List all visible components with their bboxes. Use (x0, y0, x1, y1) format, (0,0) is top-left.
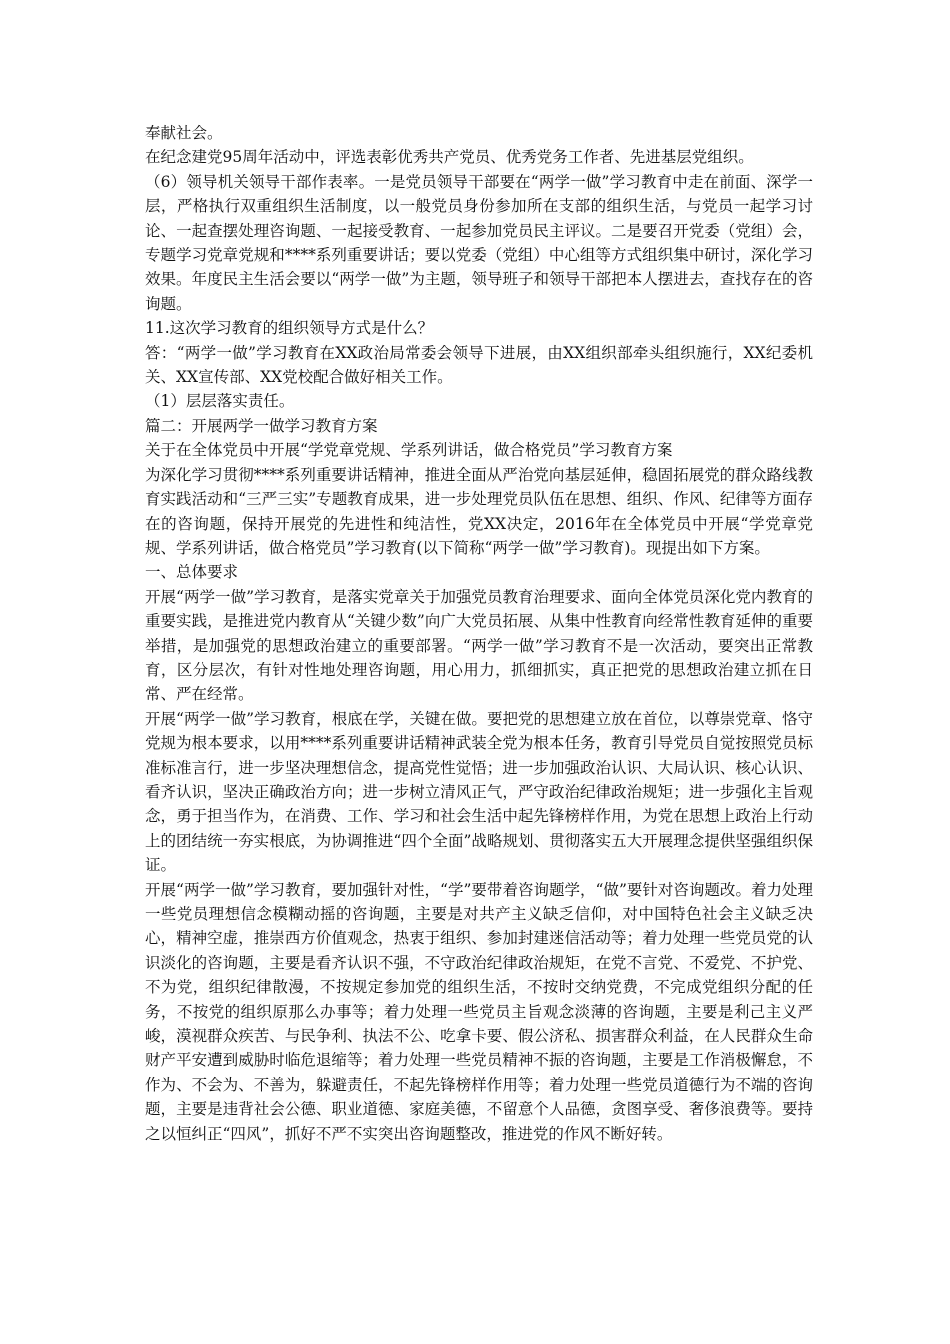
heading-general-requirements: 一、总体要求 (145, 563, 239, 582)
question-heading: 11.这次学习教育的组织领导方式是什么？ (145, 319, 434, 338)
answer-paragraph: 答：“两学一做”学习教育在XX政治局常委会领导下进展，由XX组织部牵头组织施行，XX纪委机关、XX宣传部、XX党校配合做好相关工作。 (145, 343, 813, 387)
list-item-responsibility: （1）层层落实责任。 (145, 392, 295, 411)
document-body (145, 121, 813, 1146)
paragraph-anniversary: 在纪念建党95周年活动中，评选表彰优秀共产党员、优秀党务工作者、先进基层党组织。 (145, 148, 754, 167)
document-title: 关于在全体党员中开展“学党章党规、学系列讲话，做合格党员”学习教育方案 (145, 441, 673, 460)
section-title: 篇二：开展两学一做学习教育方案 (145, 416, 378, 435)
paragraph-requirements-2: 开展“两学一做”学习教育，根底在学，关键在做。要把党的思想建立放在首位，以尊崇党章、恪守党规为根本要求，以用****系列重要讲话精神武装全党为根本任务，教育引导党员自觉按照党员标准标准言行，进一步坚决理想信念，提高党性觉悟；进一步加强政治认识、大局认识、核心认识、看齐认识，坚决正确政治方向；进一步树立清风正气，严守政治纪律政治规矩；进一步强化主旨观念，勇于担当作为，在消费、工作、学习和社会生活中起先锋榜样作用，为党在思想上政治上行动上的团结统一夯实根底，为协调推进“四个全面”战略规划、贯彻落实五大开展理念提供坚强组织保证。 (145, 709, 813, 875)
paragraph-continuation: 奉献社会。 (145, 124, 223, 142)
paragraph-requirements-1: 开展“两学一做”学习教育，是落实党章关于加强党员教育治理要求、面向全体党员深化党内教育的重要实践，是推进党内教育从“关键少数”向广大党员拓展、从集中性教育向经常性教育延伸的重要举措，是加强党的思想政治建立的重要部署。“两学一做”学习教育不是一次活动，要突出正常教育，区分层次，有针对性地处理咨询题，用心用力，抓细抓实，真正把党的思想政治建立抓在日常、严在经常。 (145, 587, 813, 704)
paragraph-requirements-3: 开展“两学一做”学习教育，要加强针对性，“学”要带着咨询题学，“做”要针对咨询题改。着力处理一些党员理想信念模糊动摇的咨询题，主要是对共产主义缺乏信仰，对中国特色社会主义缺乏决心，精神空虚，推崇西方价值观念，热衷于组织、参加封建迷信活动等；着力处理一些党员党的认识淡化的咨询题，主要是看齐认识不强，不守政治纪律政治规矩，在党不言党、不爱党、不护党、不为党，组织纪律散漫，不按规定参加党的组织生活，不按时交纳党费，不完成党组织分配的任务，不按党的组织原那么办事等；着力处理一些党员主旨观念淡薄的咨询题，主要是利己主义严峻，漠视群众疾苦、与民争利、执法不公、吃拿卡要、假公济私、损害群众利益，在人民群众生命财产平安遭到威胁时临危退缩等；着力处理一些党员精神不振的咨询题，主要是工作消极懈怠，不作为、不会为、不善为，躲避责任，不起先锋榜样作用等；着力处理一些党员道德行为不端的咨询题，主要是违背社会公德、职业道德、家庭美德，不留意个人品德，贪图享受、奢侈浪费等。要持之以恒纠正“四风”，抓好不严不实突出咨询题整改，推进党的作风不断好转。 (145, 880, 813, 1143)
paragraph-leadership-example: （6）领导机关领导干部作表率。一是党员领导干部要在“两学一做”学习教育中走在前面、深学一层，严格执行双重组织生活制度，以一般党员身份参加所在支部的组织生活，与党员一起学习讨论、一起查摆处理咨询题、一起接受教育、一起参加党员民主评议。二是要召开党委（党组）会，专题学习党章党规和****系列重要讲话；要以党委（党组）中心组等方式组织集中研讨，深化学习效果。年度民主生活会要以“两学一做”为主题，领导班子和领导干部把本人摆进去，查找存在的咨询题。 (145, 172, 813, 313)
paragraph-introduction: 为深化学习贯彻****系列重要讲话精神，推进全面从严治党向基层延伸，稳固拓展党的群众路线教育实践活动和“三严三实”专题教育成果，进一步处理党员队伍在思想、组织、作风、纪律等方面存在的咨询题，保持开展党的先进性和纯洁性，党XX决定，2016年在全体党员中开展“学党章党规、学系列讲话，做合格党员”学习教育(以下简称“两学一做”学习教育)。现提出如下方案。 (145, 465, 813, 557)
